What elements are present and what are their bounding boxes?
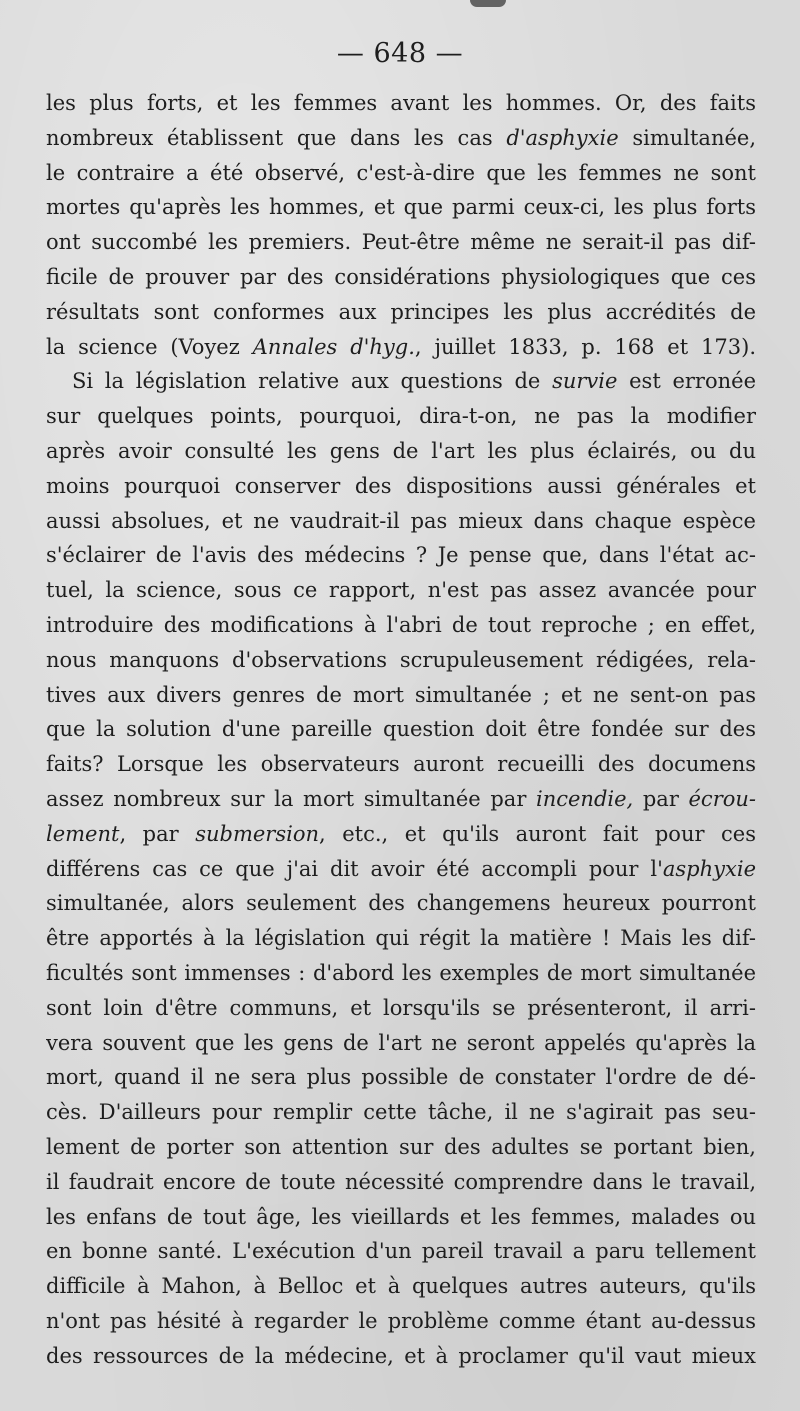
- text-run: faits? Lorsque les observateurs auront recueilli des documens: [46, 752, 756, 777]
- text-line: [46, 364, 756, 399]
- text-run: s'éclairer de l'avis des médecins ? Je pense que, dans l'état ac-: [46, 543, 756, 568]
- text-run: n'ont pas hésité à regarder le problème comme étant au-dessus: [46, 1308, 756, 1333]
- text-run: en bonne santé. L'exécution d'un pareil travail a paru tellement: [46, 1239, 756, 1264]
- text-line: [46, 817, 756, 852]
- text-run: cès. D'ailleurs pour remplir cette tâche, il ne s'agirait pas seu-: [46, 1100, 756, 1125]
- text-run: le contraire a été observé, c'est-à-dire que les femmes ne sont: [46, 160, 756, 185]
- text-run: résultats sont conformes aux principes les plus accrédités de: [46, 299, 756, 324]
- text-line: [46, 504, 756, 539]
- text-run: des ressources de la médecine, et à proclamer qu'il vaut mieux: [46, 1343, 756, 1368]
- text-run: que la solution d'une pareille question doit être fondée sur des: [46, 717, 756, 742]
- text-line: [46, 573, 756, 608]
- text-line: [46, 747, 756, 782]
- text-line: [46, 434, 756, 469]
- page-number-header: — 648 —: [336, 38, 464, 69]
- text-line: [46, 190, 756, 225]
- text-run: après avoir consulté les gens de l'art les plus éclairés, ou du: [46, 438, 756, 463]
- text-line: [46, 1304, 756, 1339]
- text-run: vera souvent que les gens de l'art ne seront appelés qu'après la: [46, 1030, 756, 1055]
- text-line: [46, 956, 756, 991]
- text-line: [46, 260, 756, 295]
- text-line: [46, 712, 756, 747]
- text-line: [46, 852, 756, 887]
- text-run: nous manquons d'observations scrupuleusement rédigées, rela-: [46, 647, 756, 672]
- text-run: tuel, la science, sous ce rapport, n'est pas assez avancée pour: [46, 578, 756, 603]
- italic-term: submersion: [195, 821, 320, 846]
- text-run: les enfans de tout âge, les vieillards et les femmes, malades ou: [46, 1204, 756, 1229]
- text-run: ont succombé les premiers. Peut-être même ne serait-il pas dif-: [46, 230, 756, 255]
- page-edge-mark: [470, 0, 506, 7]
- italic-term: survie: [552, 369, 618, 394]
- text-run: la science (Voyez: [46, 334, 253, 359]
- text-line: [46, 643, 756, 678]
- text-line: [46, 121, 756, 156]
- text-line: [46, 330, 756, 365]
- text-run: simultanée,: [618, 125, 756, 150]
- text-run: être apportés à la législation qui régit la matière ! Mais les dif-: [46, 926, 756, 951]
- italic-term: asphyxie: [662, 856, 756, 881]
- text-line: [46, 399, 756, 434]
- text-run: différens cas ce que j'ai dit avoir été accompli pour l': [46, 856, 663, 881]
- text-run: par: [633, 786, 689, 811]
- text-run: tives aux divers genres de mort simultanée ; et ne sent-on pas: [46, 682, 756, 707]
- text-run: lement de porter son attention sur des adultes se portant bien,: [46, 1134, 756, 1159]
- text-line: [46, 1165, 756, 1200]
- text-run: mortes qu'après les hommes, et que parmi ceux-ci, les plus forts: [46, 195, 756, 220]
- text-line: [46, 886, 756, 921]
- text-line: [46, 782, 756, 817]
- text-run: ficultés sont immenses : d'abord les exemples de mort simultanée: [46, 960, 756, 985]
- text-run: moins pourquoi conserver des dispositions aussi générales et: [46, 473, 756, 498]
- text-run: difficile à Mahon, à Belloc et à quelques autres auteurs, qu'ils: [46, 1274, 756, 1299]
- text-line: [46, 225, 756, 260]
- text-run: sont loin d'être communs, et lorsqu'ils se présenteront, il arri-: [46, 995, 756, 1020]
- text-run: assez nombreux sur la mort simultanée par: [46, 786, 536, 811]
- text-run: introduire des modifications à l'abri de tout reproche ; en effet,: [46, 612, 756, 637]
- text-line: [46, 295, 756, 330]
- italic-term: écrou-: [688, 786, 756, 811]
- text-line: [46, 1130, 756, 1165]
- text-line: [46, 1060, 756, 1095]
- text-line: [46, 921, 756, 956]
- text-line: [46, 86, 756, 121]
- text-line: [46, 538, 756, 573]
- text-run: les plus forts, et les femmes avant les hommes. Or, des faits: [46, 91, 756, 115]
- text-line: [46, 608, 756, 643]
- text-run: nombreux établissent que dans les cas: [46, 125, 507, 150]
- text-line: [46, 1026, 756, 1061]
- italic-term: Annales d'hyg.: [252, 334, 415, 359]
- text-line: [46, 469, 756, 504]
- text-run: il faudrait encore de toute nécessité comprendre dans le travail,: [46, 1169, 756, 1194]
- text-run: sur quelques points, pourquoi, dira-t-on, ne pas la modifier: [46, 404, 756, 429]
- text-run: aussi absolues, et ne vaudrait-il pas mieux dans chaque espèce: [46, 508, 756, 533]
- text-run: , par: [119, 821, 196, 846]
- italic-term: incendie,: [536, 786, 634, 811]
- text-run: ficile de prouver par des considérations physiologiques que ces: [46, 264, 756, 289]
- italic-term: d'asphyxie: [506, 125, 619, 150]
- text-line: [46, 1269, 756, 1304]
- text-run: simultanée, alors seulement des changemens heureux pourront: [46, 891, 756, 916]
- text-line: [46, 1200, 756, 1235]
- text-line: [46, 156, 756, 191]
- text-line: [46, 1095, 756, 1130]
- text-line: [46, 1339, 756, 1374]
- text-line: [46, 1234, 756, 1269]
- text-line: [46, 678, 756, 713]
- text-run: , juillet 1833, p. 168 et 173).: [414, 334, 756, 359]
- italic-term: lement: [46, 821, 120, 846]
- text-run: , etc., et qu'ils auront fait pour ces: [319, 821, 756, 846]
- text-run: Si la législation relative aux questions de: [72, 369, 553, 394]
- text-run: est erronée: [617, 369, 756, 394]
- text-run: mort, quand il ne sera plus possible de constater l'ordre de dé-: [46, 1065, 756, 1090]
- text-line: [46, 991, 756, 1026]
- body-text: [46, 86, 756, 1373]
